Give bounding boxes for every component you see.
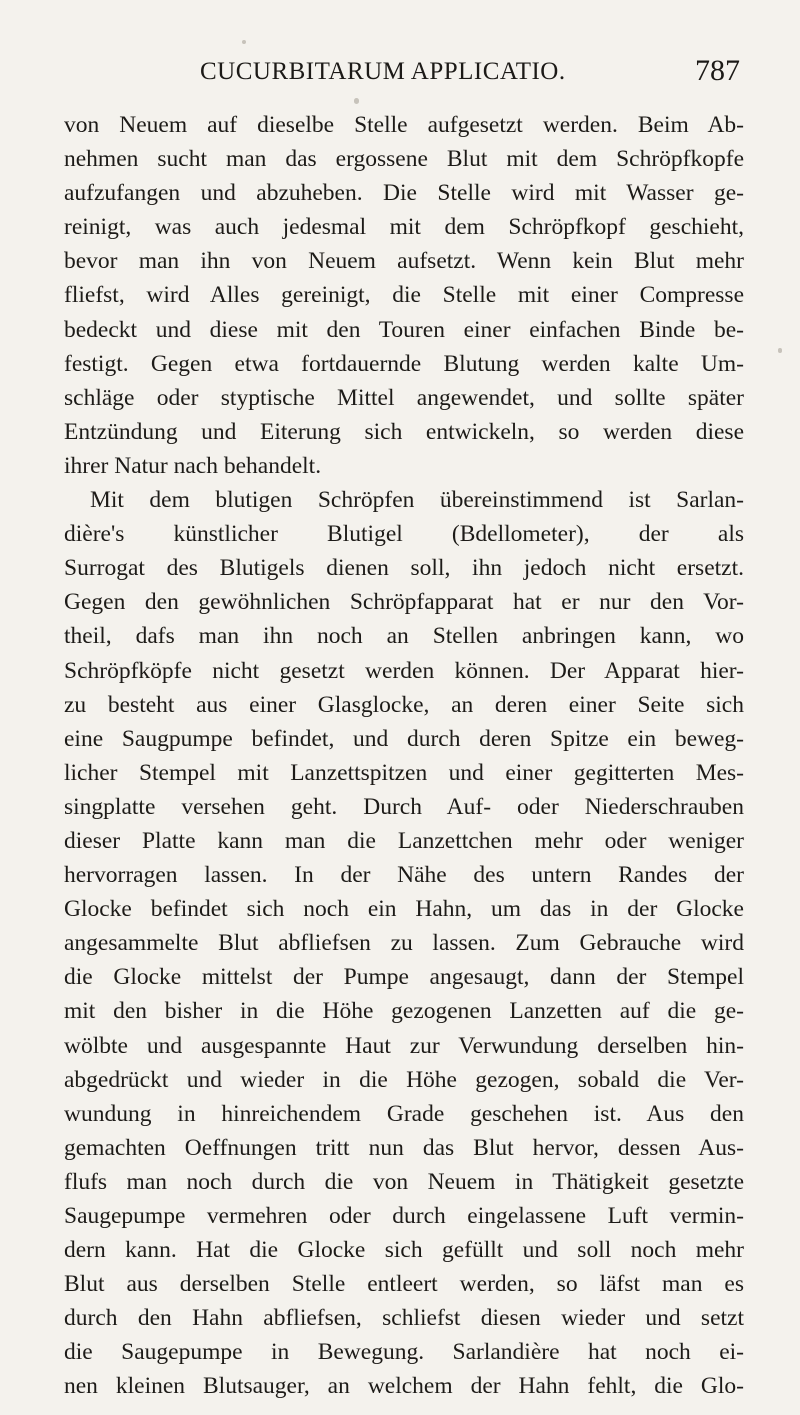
text-line: ihrer Natur nach behandelt. [64,452,322,479]
text-line: durch den Hahn abfliefsen, schliefst diesen wieder und setzt [64,1305,744,1332]
text-line: Surrogat des Blutigels dienen soll, ihn jedoch nicht ersetzt. [64,555,744,582]
text-line: festigt. Gegen etwa fortdauernde Blutung werden kalte Um- [64,350,744,377]
text-line: Schröpfköpfe nicht gesetzt werden können. Der Apparat hier- [64,657,744,684]
text-line: nehmen sucht man das ergossene Blut mit dem Schröpfkopfe [64,146,744,173]
paper-speck [242,40,246,44]
paragraph-start-line: Mit dem blutigen Schröpfen übereinstimmend ist Sarlan- [90,487,744,514]
text-line: Entzündung und Eiterung sich entwickeln, so werden diese [64,418,744,445]
text-line: bevor man ihn von Neuem aufsetzt. Wenn kein Blut mehr [64,248,744,275]
text-line: eine Saugpumpe befindet, und durch deren Spitze ein beweg- [64,725,744,752]
text-line: abgedrückt und wieder in die Höhe gezogen, sobald die Ver- [64,1066,744,1093]
text-line: aufzufangen und abzuheben. Die Stelle wird mit Wasser ge- [64,180,744,207]
text-line: wölbte und ausgespannte Haut zur Verwundung derselben hin- [64,1032,744,1059]
text-line: wundung in hinreichendem Grade geschehen ist. Aus den [64,1100,744,1127]
text-line: gemachten Oeffnungen tritt nun das Blut hervor, dessen Aus- [64,1134,744,1161]
paper-speck [354,98,359,104]
body-text [64,108,744,1404]
text-line: singplatte versehen geht. Durch Auf- oder Niederschrauben [64,793,744,820]
text-line: dern kann. Hat die Glocke sich gefüllt und soll noch mehr [64,1237,744,1264]
text-line: schläge oder styptische Mittel angewendet, und sollte später [64,384,744,411]
text-line: bedeckt und diese mit den Touren einer einfachen Binde be- [64,316,744,343]
text-line: die Saugepumpe in Bewegung. Sarlandière hat noch ei- [64,1339,744,1366]
text-line: von Neuem auf dieselbe Stelle aufgesetzt werden. Beim Ab- [64,112,744,138]
text-line: mit den bisher in die Höhe gezogenen Lanzetten auf die ge- [64,998,744,1025]
text-line: zu besteht aus einer Glasglocke, an deren einer Seite sich [64,691,744,718]
text-line: dieser Platte kann man die Lanzettchen mehr oder weniger [64,827,744,854]
text-line: Saugepumpe vermehren oder durch eingelassene Luft vermin- [64,1203,744,1229]
running-title: CUCURBITARUM APPLICATIO. [200,58,566,85]
text-line: nen kleinen Blutsauger, an welchem der Hahn fehlt, die Glo- [64,1373,744,1400]
page-number: 787 [695,54,740,87]
text-line: flufs man noch durch die von Neuem in Thätigkeit gesetzte [64,1168,744,1195]
text-line: die Glocke mittelst der Pumpe angesaugt, dann der Stempel [64,964,744,991]
text-line: Glocke befindet sich noch ein Hahn, um das in der Glocke [64,896,744,923]
text-line: fliefst, wird Alles gereinigt, die Stelle mit einer Compresse [64,282,744,309]
page-header [200,54,740,98]
text-line: hervorragen lassen. In der Nähe des untern Randes der [64,862,744,889]
text-line: reinigt, was auch jedesmal mit dem Schröpfkopf geschieht, [64,214,744,241]
text-line: dière's künstlicher Blutigel (Bdellometer), der als [64,521,744,548]
text-line: Gegen den gewöhnlichen Schröpfapparat hat er nur den Vor- [64,589,744,616]
text-line: angesammelte Blut abfliefsen zu lassen. Zum Gebrauche wird [64,930,744,957]
text-line: Blut aus derselben Stelle entleert werden, so läfst man es [64,1271,744,1298]
text-line: licher Stempel mit Lanzettspitzen und einer gegitterten Mes- [64,759,744,786]
paper-speck [778,348,782,353]
text-line: theil, dafs man ihn noch an Stellen anbringen kann, wo [64,623,744,650]
